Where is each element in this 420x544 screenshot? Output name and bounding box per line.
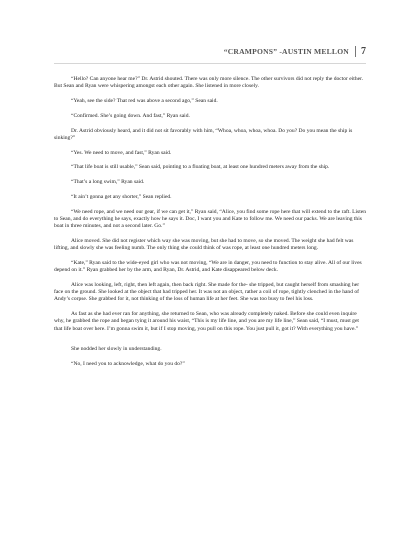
paragraph: “Kate,” Ryan said to the wide-eyed girl who was not moving, “We are in danger, you need to function to stay alive. All of our lives depend on it.” Ryan grabbed her by the arm, and Ryan, Dr. Astrid, and Kate disappeared below deck.	[54, 259, 362, 274]
paragraph: “It ain’t gonna get any shorter,” Sean replied.	[71, 193, 172, 200]
paragraph: “Hello? Can anyone hear me?” Dr. Astrid shouted. There was only more silence. The other survivors did not reply the doctor either. But Sean and Ryan were whispering amongst each other again. She listened in more closely.	[54, 76, 364, 90]
paragraph: Dr. Astrid obviously heard, and it did not sit favorably with him, “Whoa, whoa, whoa, whoa. Do you? Do you mean the ship is sinking?”	[54, 127, 353, 141]
paragraph: “No, I need you to acknowledge, what do you do?”	[71, 360, 185, 367]
paragraph: “That life boat is still usable,” Sean said, pointing to a floating boat, at least one hundred meters away from the ship.	[71, 164, 330, 171]
paragraph: Alice moved. She did not register which way she was moving, but she had to move, so she moved. The weight she had felt was lifting, and slowly she was feeling numb. The only thing she could think of was rope, at least one hundred meters long.	[54, 237, 354, 252]
header-divider	[355, 46, 356, 57]
page-number: 7	[361, 46, 366, 57]
page-header	[224, 46, 366, 57]
header-rule	[54, 63, 366, 64]
paragraph: She nodded her slowly in understanding.	[71, 345, 162, 352]
paragraph: As fast as she had ever ran for anything, she returned to Sean, who was already completely naked. Before she could even inquire why, he grabbed the rope and began tying it around his waist, “This is my life line, and you are my life line,” Sean said, “I must, must get that life boat over here. I’m gonna swim it, but if I stop moving, you pull on this rope. You just pull it, got it? With everything you have.”	[54, 311, 359, 332]
page-body	[54, 76, 366, 375]
paragraph: “Yes. We need to move, and fast,” Ryan said.	[71, 149, 172, 156]
paragraph: “We need rope, and we need our gear, if we can get it,” Ryan said, “Alice, you find some rope here that will extend to the raft. Listen to Sean, and do everything he says, exactly how he says it. Doc, I want you and Kate to follow me. We need our packs. We are leaving this boat in three minutes, and not a second later. Go.”	[54, 208, 366, 230]
paragraph: “Yeah, see the side? That red was above a second ago,” Sean said.	[71, 98, 218, 104]
paragraph: “Confirmed. She’s going down. And fast,” Ryan said.	[71, 112, 190, 119]
paragraph: Alice was looking, left, right, then left again, then back right. She made for the- she tripped, but caught herself from smashing her face on the ground. She looked at the object that had tripped her. It was not an object, rather a coil of rope, tightly clenched in the hand of Andy’s corpse. She grabbed for it, not thinking of the loss of human life at her feet. She was too busy to feel his loss.	[54, 281, 360, 303]
paragraph: “That’s a long swim,” Ryan said.	[71, 179, 145, 186]
running-head: “CRAMPONS” -AUSTIN MELLON	[223, 47, 349, 56]
